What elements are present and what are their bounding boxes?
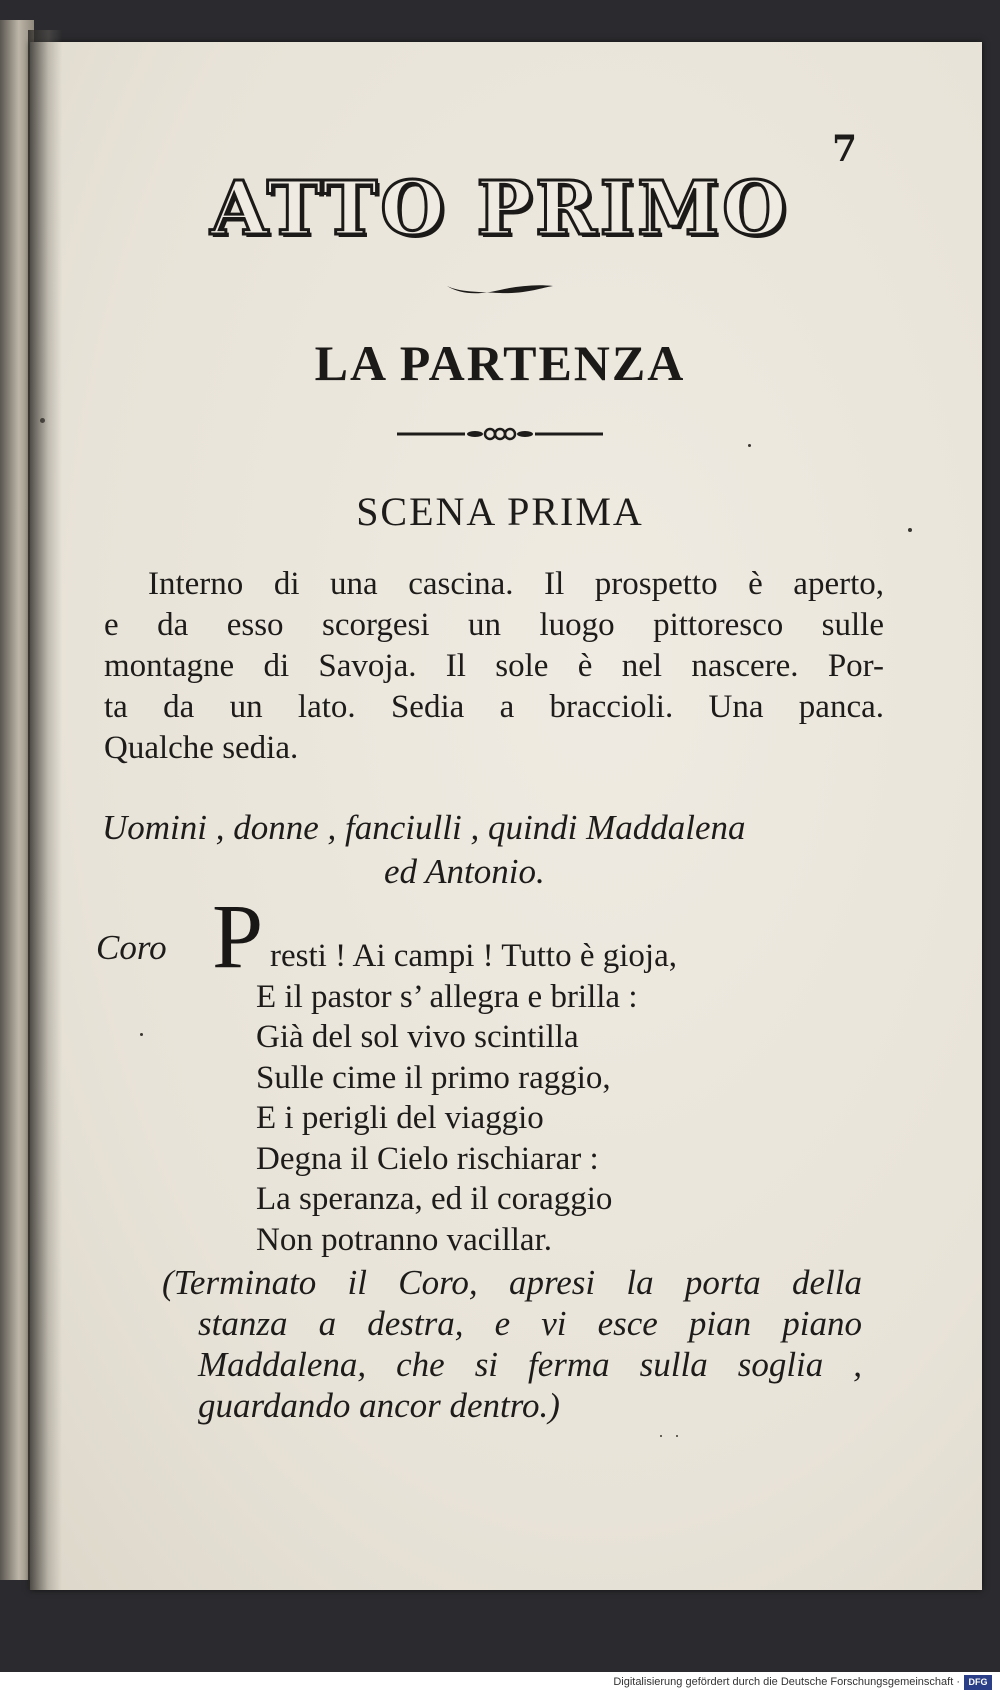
- verse-line: Non potranno vacillar.: [256, 1221, 553, 1258]
- page-number: 7: [832, 128, 858, 170]
- scene-description: [104, 564, 884, 769]
- stage-direction-line: Maddalena, che si ferma sulla soglia ,: [198, 1345, 862, 1384]
- verse-line: E il pastor s’ allegra e brilla :: [256, 978, 638, 1015]
- description-line: e da esso scorgesi un luogo pittoresco sulle: [104, 607, 884, 643]
- verse-line: La speranza, ed il coraggio: [256, 1181, 613, 1217]
- description-line: montagne di Savoja. Il sole è nel nascere. Por-: [104, 648, 884, 684]
- chorus-verse: [256, 936, 856, 1260]
- stage-direction-line: guardando ancor dentro.): [198, 1386, 560, 1425]
- verse-line: Sulle cime il primo raggio,: [256, 1059, 611, 1096]
- verse-line: resti ! Ai campi ! Tutto è gioja,: [270, 938, 677, 974]
- ornament-swash: [0, 282, 1000, 296]
- drop-cap: P: [212, 885, 264, 987]
- characters-line: Uomini , donne , fanciulli , quindi Maddalena: [102, 808, 746, 847]
- description-line: Qualche sedia.: [104, 730, 299, 766]
- gutter-shadow: [28, 30, 62, 1590]
- verse-line: Già del sol vivo scintilla: [256, 1019, 579, 1055]
- characters-line: ed Antonio.: [384, 852, 545, 891]
- dfg-logo-icon: DFG: [964, 1675, 992, 1690]
- description-line: ta da un lato. Sedia a braccioli. Una panca.: [104, 689, 884, 725]
- description-line: Interno di una cascina. Il prospetto è aperto,: [148, 566, 884, 602]
- footer-credit: Digitalisierung gefördert durch die Deutsche Forschungsgemeinschaft ·: [613, 1676, 960, 1688]
- scene-title: SCENA PRIMA: [356, 489, 644, 534]
- section-title: LA PARTENZA: [314, 335, 686, 391]
- stage-direction-line: stanza a destra, e vi esce pian piano: [198, 1304, 862, 1343]
- speaker-label: Coro: [96, 928, 167, 967]
- stage-direction: [162, 1262, 862, 1426]
- stage-direction-line: (Terminato il Coro, apresi la porta della: [162, 1263, 862, 1302]
- ornament-rule: [0, 426, 1000, 442]
- act-title: ATTO PRIMO: [210, 166, 790, 252]
- verse-line: Degna il Cielo rischiarar :: [256, 1140, 599, 1177]
- verse-line: E i perigli del viaggio: [256, 1100, 544, 1136]
- characters-list: [102, 806, 882, 894]
